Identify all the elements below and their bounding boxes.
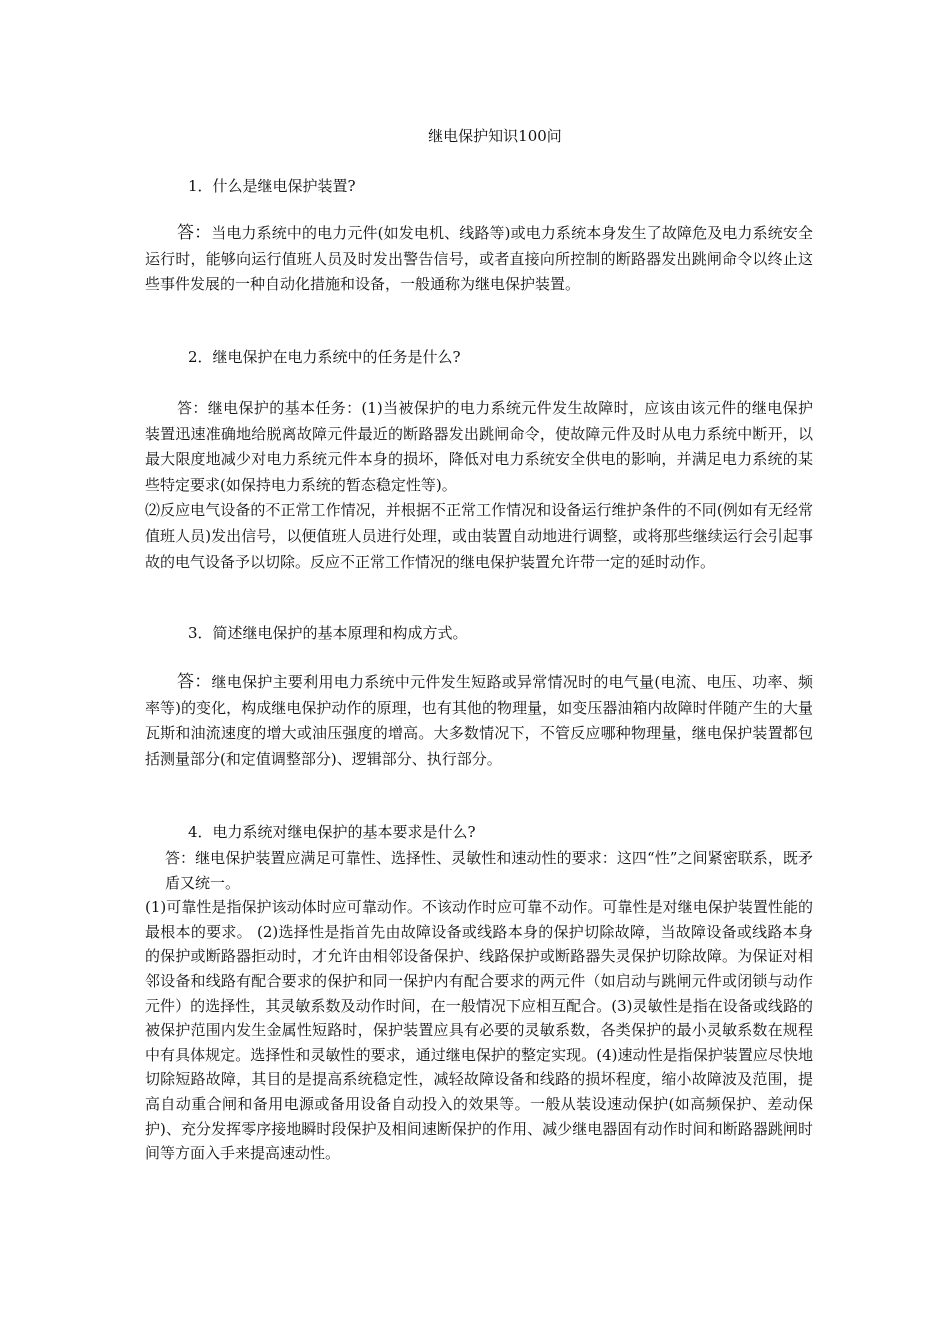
document-title: 继电保护知识100问 [428, 127, 562, 145]
answer-4 [145, 846, 813, 1166]
answer-3 [145, 670, 813, 772]
question-2: 2．继电保护在电力系统中的任务是什么? [188, 348, 461, 366]
answer-1 [145, 221, 813, 298]
answer-1-lead: 答： [177, 223, 212, 243]
question-3: 3．简述继电保护的基本原理和构成方式。 [188, 624, 468, 642]
question-4: 4．电力系统对继电保护的基本要求是什么? [188, 823, 476, 841]
answer-2-text-part1: 继电保护的基本任务：(1)当被保护的电力系统元件发生故障时，应该由该元件的继电保护装置迅速准确地给脱离故障元件最近的断路器发出跳闸命令，使故障元件及时从电力系统中断开，以最大限度地减少对电力系统元件本身的损坏，降低对电力系统安全供电的影响，并满足电力系统的某些特定要求(如保持电力系统的暂态稳定性等)。 [145, 399, 813, 494]
question-1: 1．什么是继电保护装置? [188, 177, 356, 195]
answer-2 [145, 396, 813, 575]
answer-3-text: 继电保护主要利用电力系统中元件发生短路或异常情况时的电气量(电流、电压、功率、频率等)的变化，构成继电保护动作的原理，也有其他的物理量，如变压器油箱内故障时伴随产生的大量瓦斯和油流速度的增大或油压强度的增高。大多数情况下，不管反应哪种物理量，继电保护装置都包括测量部分(和定值调整部分)、逻辑部分、执行部分。 [145, 673, 814, 768]
answer-4-intro: 答：继电保护装置应满足可靠性、选择性、灵敏性和速动性的要求：这四“性”之间紧密联系，既矛盾又统一。 [165, 849, 813, 892]
answer-2-lead: 答： [177, 399, 208, 417]
answer-1-text: 当电力系统中的电力元件(如发电机、线路等)或电力系统本身发生了故障危及电力系统安全运行时，能够向运行值班人员及时发出警告信号，或者直接向所控制的断路器发出跳闸命令以终止这些事件发展的一种自动化措施和设备，一般通称为继电保护装置。 [145, 224, 814, 294]
answer-4-body: (1)可靠性是指保护该动体时应可靠动作。不该动作时应可靠不动作。可靠性是对继电保护装置性能的最根本的要求。 (2)选择性是指首先由故障设备或线路本身的保护切除故障，当故障设备或线路本身的保护或断路器拒动时，才允许由相邻设备保护、线路保护或断路器失灵保护切除故障。为保证对相邻设备和线路有配合要求的保护和同一保护内有配合要求的两元件（如启动与跳闸元件或闭锁与动作元件）的选择性，其灵敏系数及动作时间，在一般情况下应相互配合。(3)灵敏性是指在设备或线路的被保护范围内发生金属性短路时，保护装置应具有必要的灵敏系数，各类保护的最小灵敏系数在规程中有具体规定。选择性和灵敏性的要求，通过继电保护的整定实现。(4)速动性是指保护装置应尽快地切除短路故障，其目的是提高系统稳定性，减轻故障设备和线路的损坏程度，缩小故障波及范围，提高自动重合闸和备用电源或备用设备自动投入的效果等。一般从装设速动保护(如高频保护、差动保护)、充分发挥零序接地瞬时段保护及相间速断保护的作用、减少继电器固有动作时间和断路器跳闸时间等方面入手来提高速动性。 [145, 898, 813, 1163]
answer-3-lead: 答： [177, 672, 212, 692]
answer-2-text-part2: ⑵反应电气设备的不正常工作情况，并根据不正常工作情况和设备运行维护条件的不同(例如有无经常值班人员)发出信号，以便值班人员进行处理，或由装置自动地进行调整，或将那些继续运行会引起事故的电气设备予以切除。反应不正常工作情况的继电保护装置允许带一定的延时动作。 [145, 501, 813, 571]
